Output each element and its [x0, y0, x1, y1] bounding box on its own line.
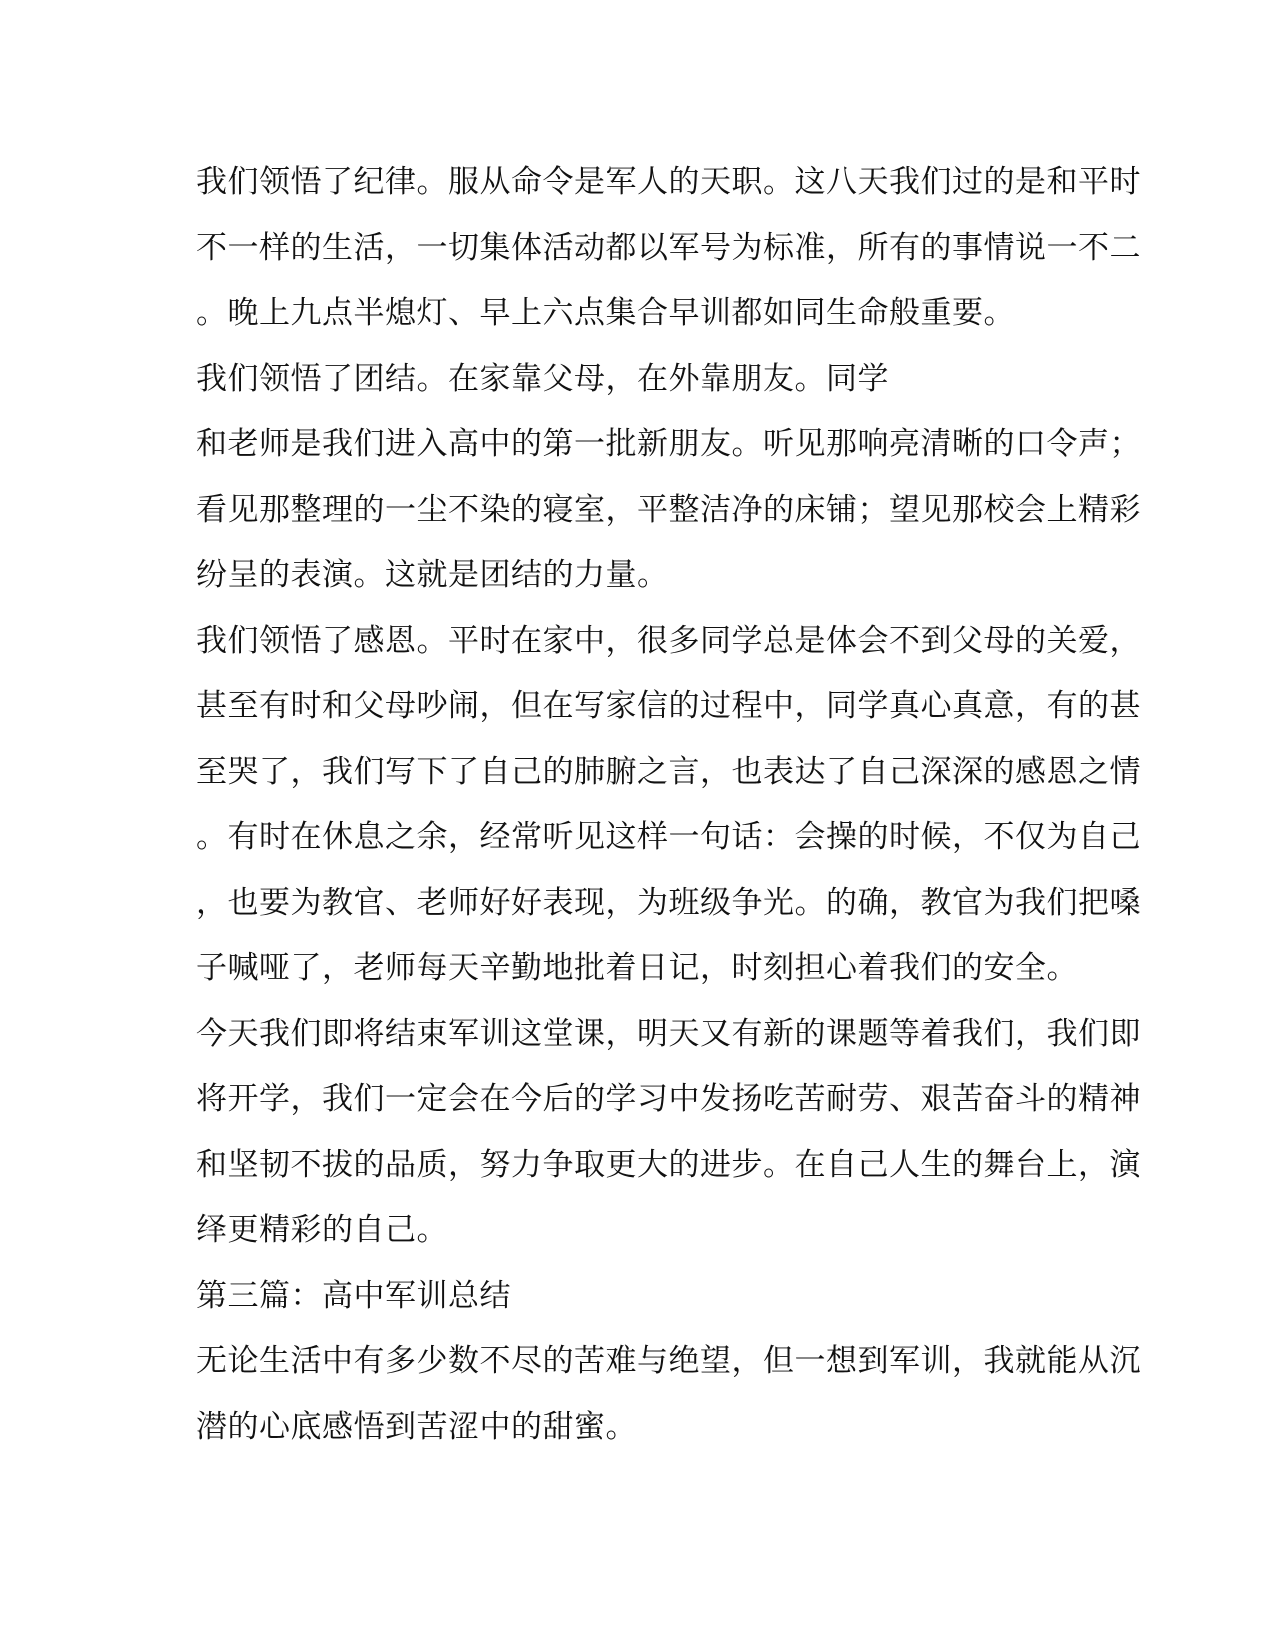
text-line: ，也要为教官、老师好好表现，为班级争光。的确，教官为我们把嗓 [196, 884, 1141, 921]
text-line: 不一样的生活，一切集体活动都以军号为标准，所有的事情说一不二 [196, 229, 1141, 266]
text-line: 将开学，我们一定会在今后的学习中发扬吃苦耐劳、艰苦奋斗的精神 [196, 1081, 1141, 1117]
text-line: 纷呈的表演。这就是团结的力量。 [196, 557, 669, 593]
text-line: 甚至有时和父母吵闹，但在写家信的过程中，同学真心真意，有的甚 [196, 688, 1141, 724]
text-line: 。晚上九点半熄灯、早上六点集合早训都如同生命般重要。 [196, 295, 1015, 331]
text-line: 无论生活中有多少数不尽的苦难与绝望，但一想到军训，我就能从沉 [196, 1343, 1141, 1379]
text-line: 至哭了，我们写下了自己的肺腑之言，也表达了自己深深的感恩之情 [196, 753, 1141, 790]
text-line: 。有时在休息之余，经常听见这样一句话：会操的时候，不仅为自己 [196, 819, 1141, 855]
body-text [196, 160, 1141, 1470]
text-line: 和老师是我们进入高中的第一批新朋友。听见那响亮清晰的口令声； [196, 426, 1141, 462]
text-line: 子喊哑了，老师每天辛勤地批着日记，时刻担心着我们的安全。 [196, 950, 1078, 986]
text-line: 今天我们即将结束军训这堂课，明天又有新的课题等着我们，我们即 [196, 1015, 1141, 1052]
text-line: 绎更精彩的自己。 [196, 1212, 448, 1248]
text-line: 我们领悟了团结。在家靠父母，在外靠朋友。同学 [196, 360, 889, 397]
text-line: 我们领悟了纪律。服从命令是军人的天职。这八天我们过的是和平时 [196, 164, 1141, 200]
text-line: 看见那整理的一尘不染的寝室，平整洁净的床铺；望见那校会上精彩 [196, 491, 1141, 528]
text-line: 我们领悟了感恩。平时在家中，很多同学总是体会不到父母的关爱， [196, 622, 1141, 659]
text-line: 和坚韧不拔的品质，努力争取更大的进步。在自己人生的舞台上，演 [196, 1146, 1141, 1183]
section-heading: 第三篇：高中军训总结 [196, 1277, 511, 1314]
text-line: 潜的心底感悟到苦涩中的甜蜜。 [196, 1408, 637, 1445]
